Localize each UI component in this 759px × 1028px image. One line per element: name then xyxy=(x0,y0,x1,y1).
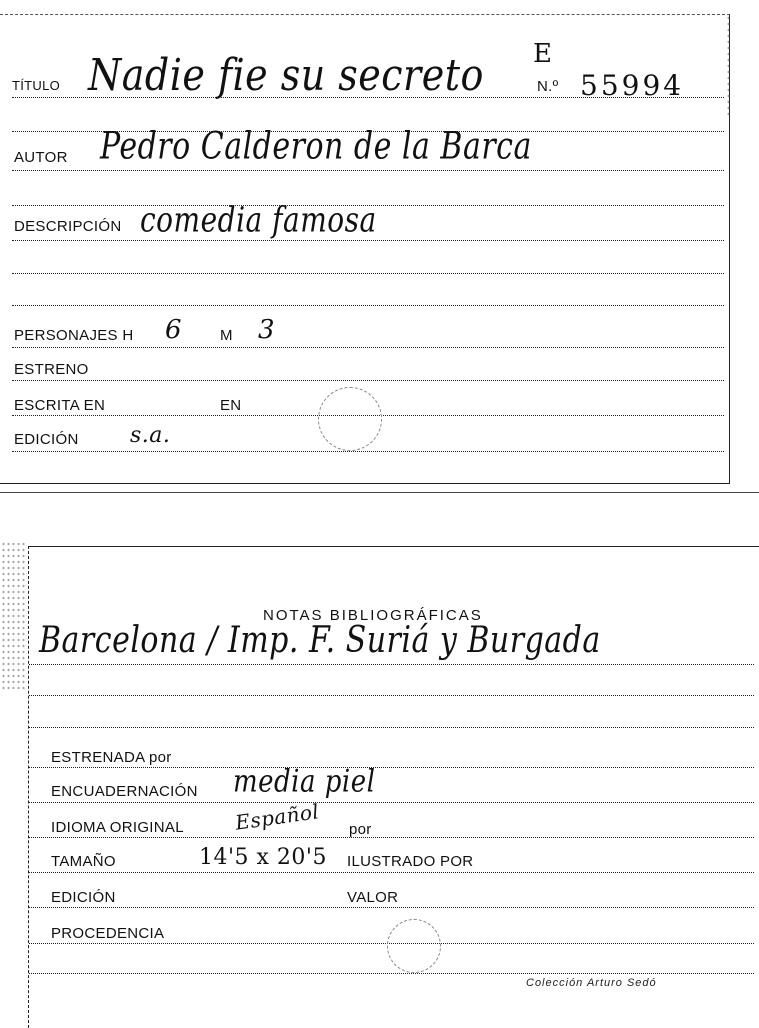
blank-rule xyxy=(29,727,754,728)
titulo-value: Nadie fie su secreto xyxy=(88,49,484,101)
personajes-m-value: 3 xyxy=(258,315,276,345)
autor-value: Pedro Calderon de la Barca xyxy=(100,124,532,169)
notas-rule xyxy=(29,664,754,665)
encuadernacion-label: ENCUADERNACIÓN xyxy=(51,783,198,800)
faint-stamp xyxy=(318,387,382,451)
tamano-label: TAMAÑO xyxy=(51,853,116,870)
catalog-card-front xyxy=(0,14,730,484)
notas-label: NOTAS BIBLIOGRÁFICAS xyxy=(263,607,483,624)
por-label: por xyxy=(349,821,372,838)
scan-noise xyxy=(726,15,730,115)
idioma-value: Español xyxy=(233,799,321,835)
titulo-rule xyxy=(12,97,724,98)
personajes-h-value: 6 xyxy=(165,315,183,345)
tamano-rule xyxy=(29,872,754,873)
scan-noise xyxy=(1,541,25,691)
encuadernacion-rule xyxy=(29,802,754,803)
edicion-label-bottom: EDICIÓN xyxy=(51,889,116,906)
notas-value: Barcelona / Imp. F. Suriá y Burgada xyxy=(39,619,601,662)
personajes-label: PERSONAJES H xyxy=(14,327,134,344)
valor-label: VALOR xyxy=(347,889,399,906)
blank-rule xyxy=(29,695,754,696)
faint-stamp xyxy=(387,919,441,973)
catalog-card-back xyxy=(28,546,759,1028)
descripcion-value: comedia famosa xyxy=(140,198,377,241)
descripcion-label: DESCRIPCIÓN xyxy=(14,218,122,235)
encuadernacion-value: media piel xyxy=(233,764,376,800)
edicion-label: EDICIÓN xyxy=(14,431,79,448)
escrita-en-label: ESCRITA EN xyxy=(14,397,106,414)
estreno-rule xyxy=(12,380,724,381)
edicion-value: s.a. xyxy=(130,423,171,448)
en-label: EN xyxy=(220,397,242,414)
idioma-label: IDIOMA ORIGINAL xyxy=(51,819,184,836)
coleccion-credit: Colección Arturo Sedó xyxy=(526,977,657,989)
procedencia-label: PROCEDENCIA xyxy=(51,925,165,942)
numero-label: N.º xyxy=(537,78,559,95)
blank-rule xyxy=(12,273,724,274)
estrenada-rule xyxy=(29,767,754,768)
edicion-rule xyxy=(12,451,724,452)
ilustrado-label: ILUSTRADO POR xyxy=(347,853,474,870)
edicion-rule-bottom xyxy=(29,907,754,908)
blank-rule xyxy=(29,973,754,974)
page-divider xyxy=(0,492,759,493)
titulo-label: TÍTULO xyxy=(12,78,61,93)
blank-rule xyxy=(12,305,724,306)
tamano-value: 14'5 x 20'5 xyxy=(199,845,327,870)
personajes-rule xyxy=(12,347,724,348)
estrenada-label: ESTRENADA por xyxy=(51,749,172,766)
numero-value: 55994 xyxy=(580,69,685,102)
estreno-label: ESTRENO xyxy=(14,361,89,378)
autor-rule xyxy=(12,170,724,171)
numero-prefix: E xyxy=(533,39,553,69)
descripcion-rule xyxy=(12,240,724,241)
personajes-m-label: M xyxy=(220,327,233,344)
idioma-rule xyxy=(29,837,754,838)
autor-label: AUTOR xyxy=(14,149,68,166)
